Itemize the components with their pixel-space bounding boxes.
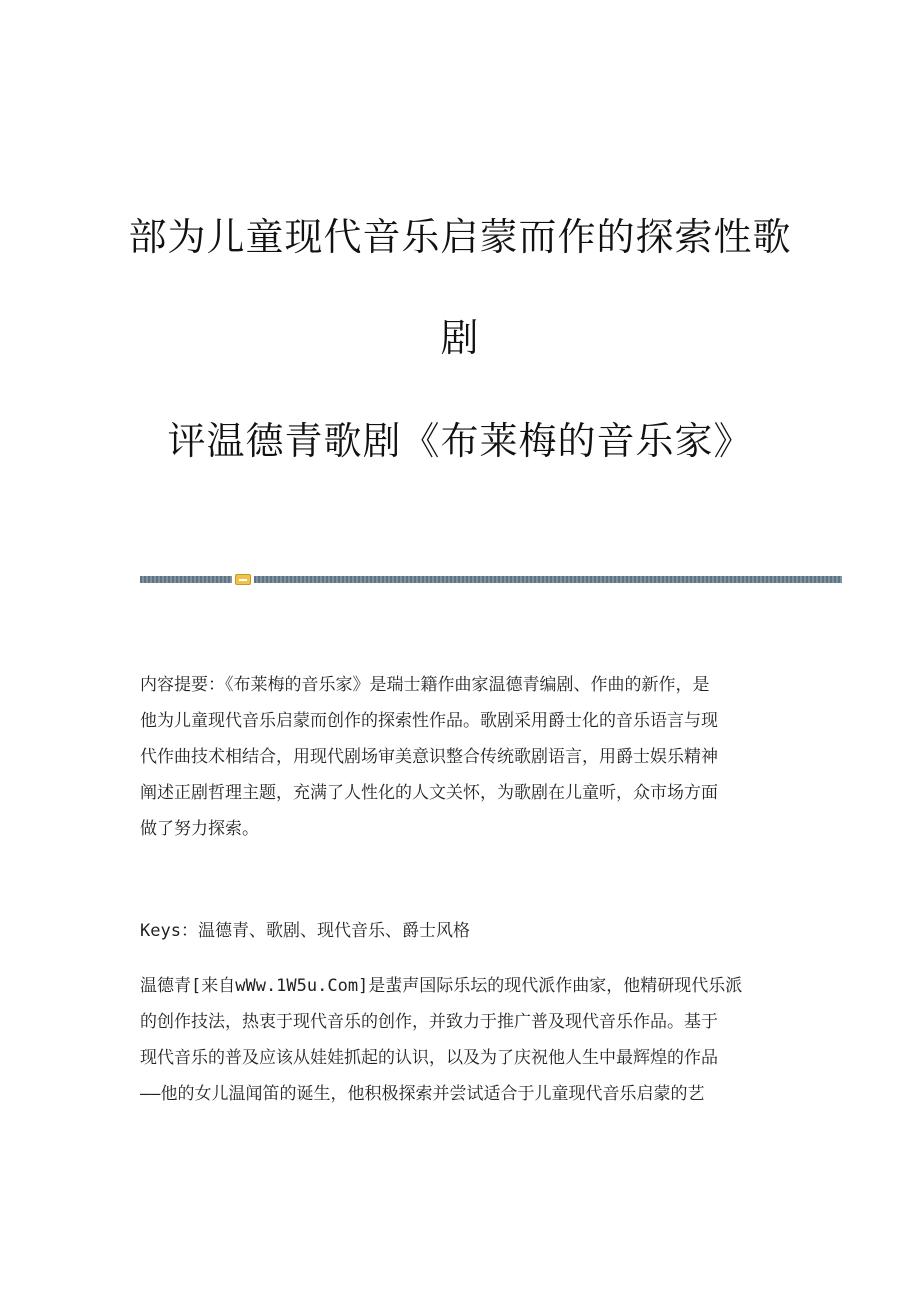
document-title-line-1: 部为儿童现代音乐启蒙而作的探索性歌: [128, 215, 792, 259]
paragraph-line: 现代音乐的普及应该从娃娃抓起的认识，以及为了庆祝他人生中最辉煌的作品: [140, 1048, 718, 1068]
decorative-divider: [140, 574, 842, 584]
paragraph-line: ——他的女儿温闻笛的诞生，他积极探索并尝试适合于儿童现代音乐启蒙的艺: [140, 1084, 705, 1104]
divider-ornament-icon: [235, 574, 251, 585]
abstract-line: 他为儿童现代音乐启蒙而创作的探索性作品。歌剧采用爵士化的音乐语言与现: [140, 711, 718, 731]
abstract-line: 做了努力探索。: [140, 819, 259, 839]
keywords-line: Keys：温德青、歌剧、现代音乐、爵士风格: [140, 921, 470, 941]
body-paragraph: [140, 968, 772, 1112]
divider-bar-right: [254, 576, 842, 583]
abstract-line: 内容提要：《布莱梅的音乐家》是瑞士籍作曲家温德青编剧、作曲的新作，是: [140, 675, 710, 695]
document-title-line-2: 剧: [440, 316, 480, 360]
paragraph-line: 的创作技法，热衷于现代音乐的创作，并致力于推广普及现代音乐作品。基于: [140, 1012, 718, 1032]
abstract-section: [140, 667, 772, 847]
abstract-line: 阐述正剧哲理主题，充满了人性化的人文关怀，为歌剧在儿童听，众市场方面: [140, 783, 718, 803]
keywords-section: [140, 913, 772, 949]
document-subtitle: 评温德青歌剧《布莱梅的音乐家》: [167, 419, 753, 463]
abstract-line: 代作曲技术相结合，用现代剧场审美意识整合传统歌剧语言，用爵士娱乐精神: [140, 747, 718, 767]
paragraph-line: 温德青[来自wWw.1W5u.Com]是蜚声国际乐坛的现代派作曲家，他精研现代乐派: [140, 976, 743, 996]
divider-bar-left: [140, 576, 232, 583]
